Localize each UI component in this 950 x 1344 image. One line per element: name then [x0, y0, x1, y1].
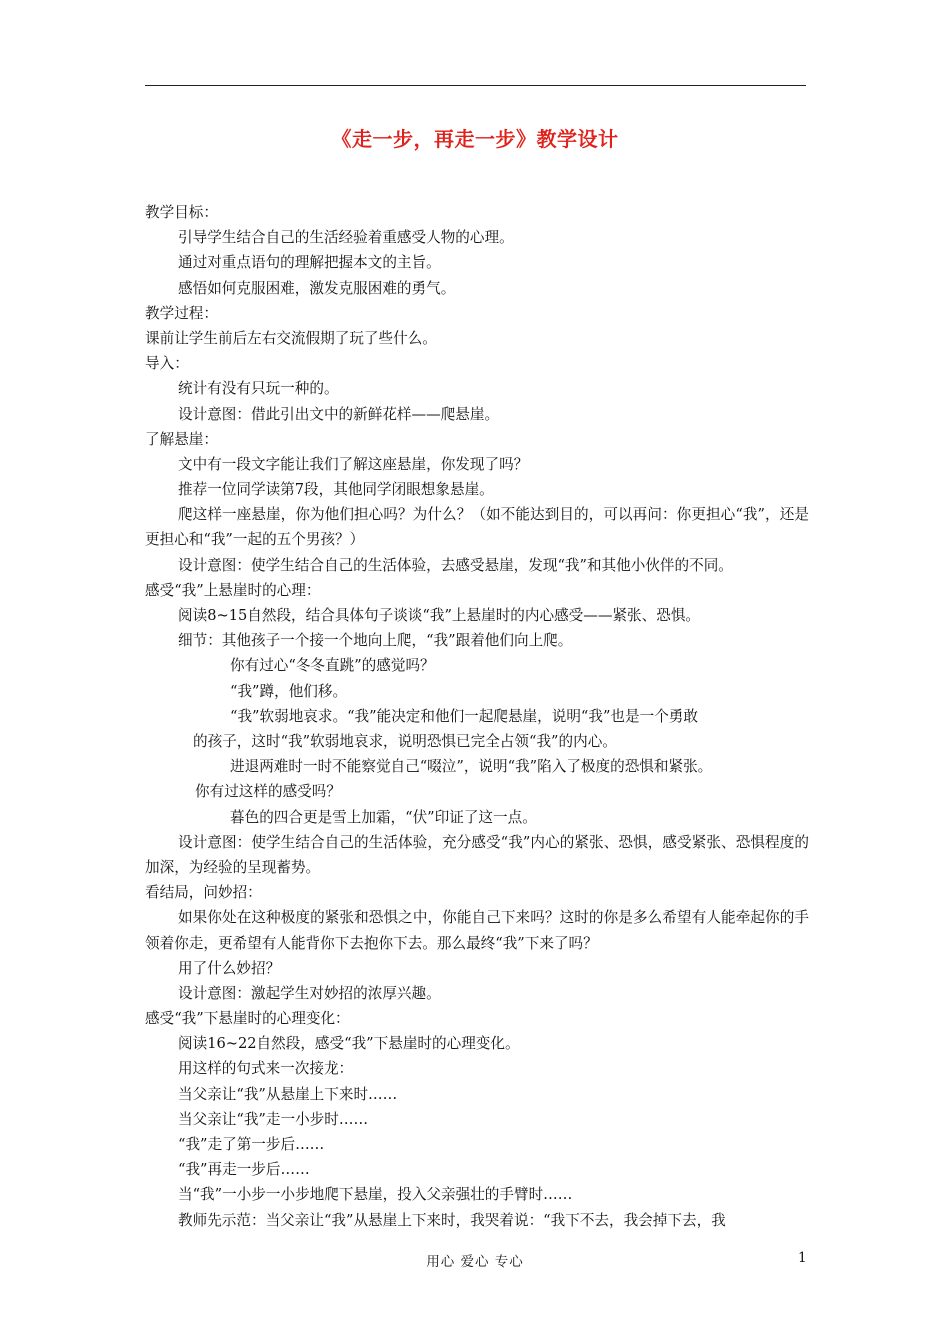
- body-line: 课前让学生前后左右交流假期了玩了些什么。: [145, 329, 437, 347]
- body-line: 感受“我”上悬崖时的心理：: [145, 581, 321, 599]
- header-rule: [145, 85, 806, 86]
- body-line: 设计意图：使学生结合自己的生活体验，充分感受“我”内心的紧张、恐惧，感受紧张、恐惧程度的加深，为经验的呈现蓄势。: [145, 833, 809, 876]
- body-line: 细节：其他孩子一个接一个地向上爬，“我”跟着他们向上爬。: [178, 632, 573, 650]
- footer-motto: 用心 爱心 专心: [426, 1254, 524, 1270]
- body-line: 通过对重点语句的理解把握本文的主旨。: [178, 254, 441, 272]
- body-line: 当父亲让“我”从悬崖上下来时……: [178, 1085, 398, 1103]
- body-line: 了解悬崖：: [145, 430, 218, 448]
- body-line: 引导学生结合自己的生活经验着重感受人物的心理。: [178, 229, 514, 247]
- body-line: 感悟如何克服困难，激发克服困难的勇气。: [178, 279, 456, 297]
- body-line: 导入：: [145, 355, 189, 373]
- body-line: 教学目标：: [145, 204, 218, 221]
- body-line: 统计有没有只玩一种的。: [178, 380, 339, 398]
- body-line: 暮色的四合更是雪上加霜，“伏”印证了这一点。: [230, 808, 537, 826]
- body-line: 文中有一段文字能让我们了解这座悬崖，你发现了吗？: [178, 455, 529, 473]
- body-line: 的孩子，这时“我”软弱地哀求，说明恐惧已完全占领“我”的内心。: [193, 732, 617, 750]
- document-title: 《走一步，再走一步》教学设计: [331, 127, 619, 151]
- body-line: 用这样的句式来一次接龙：: [178, 1060, 354, 1078]
- body-line: 如果你处在这种极度的紧张和恐惧之中，你能自己下来吗？这时的你是多么希望有人能牵起你的手领着你走，更希望有人能背你下去抱你下去。那么最终“我”下来了吗？: [145, 909, 809, 952]
- body-line: 进退两难时一时不能察觉自己“啜泣”，说明“我”陷入了极度的恐惧和紧张。: [230, 758, 713, 776]
- body-line: 爬这样一座悬崖，你为他们担心吗？为什么？（如不能达到目的，可以再问：你更担心“我”，还是更担心和“我”一起的五个男孩？）: [145, 506, 809, 549]
- body-line: 用了什么妙招？: [178, 959, 281, 977]
- body-line: 你有过心“冬冬直跳”的感觉吗？: [230, 657, 435, 675]
- body-line: 当“我”一小步一小步地爬下悬崖，投入父亲强壮的手臂时……: [178, 1186, 573, 1204]
- body-line: 设计意图：借此引出文中的新鲜花样——爬悬崖。: [178, 405, 500, 423]
- document-body: [145, 200, 809, 1233]
- body-line: “我”软弱地哀求。“我”能决定和他们一起爬悬崖，说明“我”也是一个勇敢: [230, 707, 698, 725]
- body-line: 设计意图：使学生结合自己的生活体验，去感受悬崖，发现“我”和其他小伙伴的不同。: [178, 556, 733, 574]
- body-line: 当父亲让“我”走一小步时……: [178, 1110, 369, 1128]
- body-line: 阅读8~15自然段，结合具体句子谈谈“我”上悬崖时的内心感受——紧张、恐惧。: [178, 607, 701, 625]
- body-line: 设计意图：激起学生对妙招的浓厚兴趣。: [178, 984, 441, 1002]
- body-line: 感受“我”下悬崖时的心理变化：: [145, 1010, 350, 1028]
- body-line: “我”再走一步后……: [178, 1161, 310, 1179]
- body-line: 你有过这样的感受吗？: [195, 783, 341, 801]
- body-line: 看结局，问妙招：: [145, 884, 262, 902]
- body-line: “我”走了第一步后……: [178, 1136, 325, 1154]
- body-line: “我”蹲，他们移。: [230, 682, 348, 700]
- body-line: 教学过程：: [145, 304, 218, 322]
- page-number: 1: [798, 1250, 807, 1266]
- body-line: 阅读16~22自然段，感受“我”下悬崖时的心理变化。: [178, 1035, 520, 1053]
- body-line: 推荐一位同学读第7段，其他同学闭眼想象悬崖。: [178, 481, 494, 499]
- body-line: 教师先示范：当父亲让“我”从悬崖上下来时，我哭着说：“我下不去，我会掉下去，我: [178, 1211, 726, 1229]
